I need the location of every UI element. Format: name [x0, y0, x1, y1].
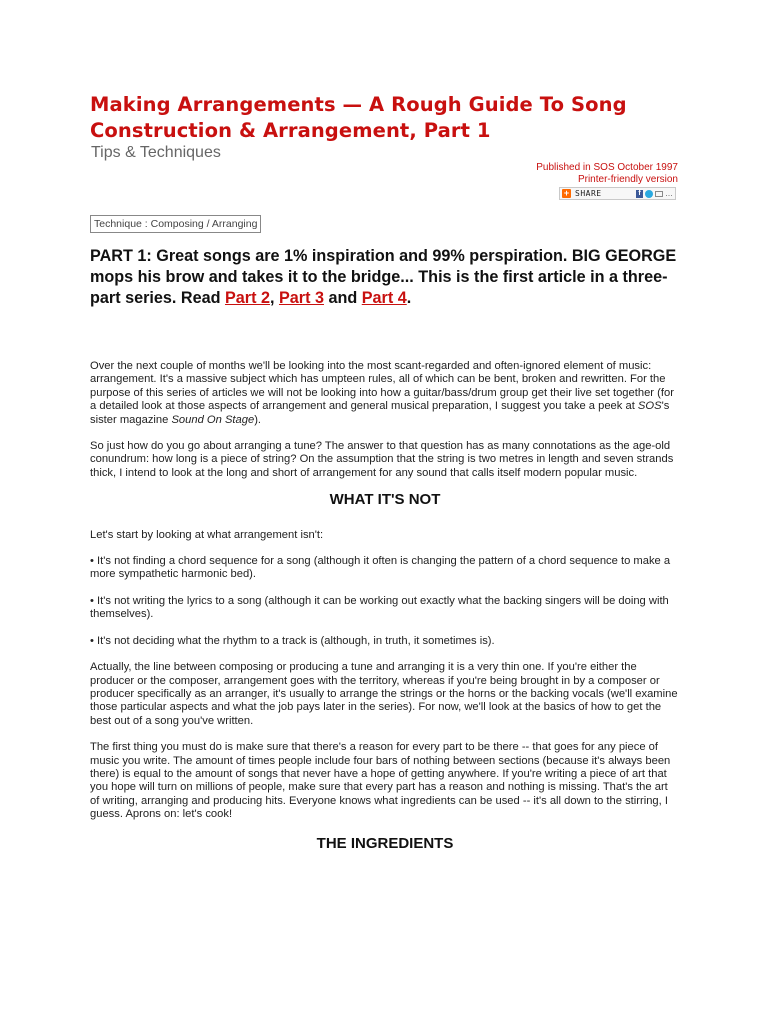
sound-on-stage-italic: Sound On Stage: [171, 413, 255, 426]
publication-info: [536, 162, 678, 186]
published-link[interactable]: Published in SOS October 1997: [536, 162, 678, 173]
share-button[interactable]: [559, 187, 676, 200]
twitter-icon[interactable]: [645, 190, 653, 198]
paragraph-1-end: ).: [254, 413, 262, 426]
paragraph-2: So just how do you go about arranging a tune? The answer to that question has as many connotations as the age-old conundrum: how long is a piece of string? On the assumption that the string is two metres in length and seven strands thick, I intend to look at the long and short of arrangement for any sound that calls itself modern popular music.: [90, 440, 674, 479]
intro-text: PART 1: Great songs are 1% inspiration and 99% perspiration. BIG GEORGE mops his brow and takes it to the bridge... This is the first article in a three-part series. Read: [90, 247, 677, 307]
sos-italic: SOS: [637, 400, 662, 413]
facebook-icon[interactable]: f: [636, 190, 643, 198]
heading-what-its-not: WHAT IT'S NOT: [329, 491, 441, 509]
paragraph-4: Actually, the line between composing or producing a tune and arranging it is a very thin one. If you're either the producer or the composer, arrangement goes with the territory, whereas if you're being brought in by a composer or producer specifically as an arranger, it's usually to arrange the strings or the horns or the backing vocals (we'll examine those particular aspects and what the job pays later in the series). For now, we'll look at the basics of how to get the best out of a song you've written.: [90, 661, 678, 727]
category-tag[interactable]: Technique : Composing / Arranging: [90, 215, 261, 233]
email-icon[interactable]: [655, 191, 663, 197]
share-icons: [636, 190, 675, 198]
part-4-link[interactable]: Part 4: [361, 289, 407, 307]
paragraph-5: The first thing you must do is make sure that there's a reason for every part to be there -- that goes for any piece of music you write. The amount of times people include four bars of nothing between sections (because it's always been there) is equal to the amount of songs that never have a hope of getting anywhere. If you're writing a piece of art that you hope will turn on millions of people, make sure that every part has a reason and nothing is missing. That's the art of writing, arranging and producing hits. Everyone knows what ingredients can be used -- it's all down to the stirring, I guess. Aprons on: let's cook!: [90, 741, 671, 821]
paragraph-1-middle: 's sister magazine: [90, 400, 670, 426]
bullet-3: • It's not deciding what the rhythm to a track is (although, in truth, it sometimes is).: [90, 634, 495, 647]
paragraph-1: [90, 360, 680, 427]
share-plus-icon: +: [563, 188, 570, 198]
intro-sep-1: ,: [269, 289, 279, 307]
title-line-2: Construction & Arrangement, Part 1: [90, 119, 491, 142]
share-label: SHARE: [575, 189, 602, 198]
heading-the-ingredients: THE INGREDIENTS: [316, 834, 454, 852]
intro-end: .: [406, 289, 412, 307]
bullet-1: • It's not finding a chord sequence for a song (although it often is changing the pattern of a chord sequence to make a more sympathetic harmonic bed).: [90, 555, 671, 581]
paragraph-1-text: Over the next couple of months we'll be looking into the most scant-regarded and often-ignored element of music: arrangement. It's a massive subject which has umpteen rules, all of which can be bent, broken and rewritten. For the purpose of this series of articles we will not be looking into how a guitar/bass/drum group get their live set together (for a detailed look at those aspects of arrangement and general musical preparation, I suggest you take a peek at: [90, 360, 674, 413]
article-body: [90, 360, 680, 872]
bullet-2: • It's not writing the lyrics to a song (although it can be working out exactly what the backing singers will be doing with themselves).: [90, 594, 669, 621]
intro-sep-2: and: [323, 289, 362, 307]
article-subtitle: Tips & Techniques: [91, 144, 221, 161]
title-line-1: Making Arrangements — A Rough Guide To Song: [90, 93, 627, 116]
article-title: [90, 92, 700, 144]
more-icon[interactable]: …: [665, 188, 673, 198]
printer-friendly-link[interactable]: Printer-friendly version: [577, 174, 678, 185]
part-2-link[interactable]: Part 2: [224, 289, 270, 307]
part-3-link[interactable]: Part 3: [278, 289, 324, 307]
paragraph-3: Let's start by looking at what arrangement isn't:: [90, 528, 324, 541]
article-intro: [90, 246, 690, 309]
